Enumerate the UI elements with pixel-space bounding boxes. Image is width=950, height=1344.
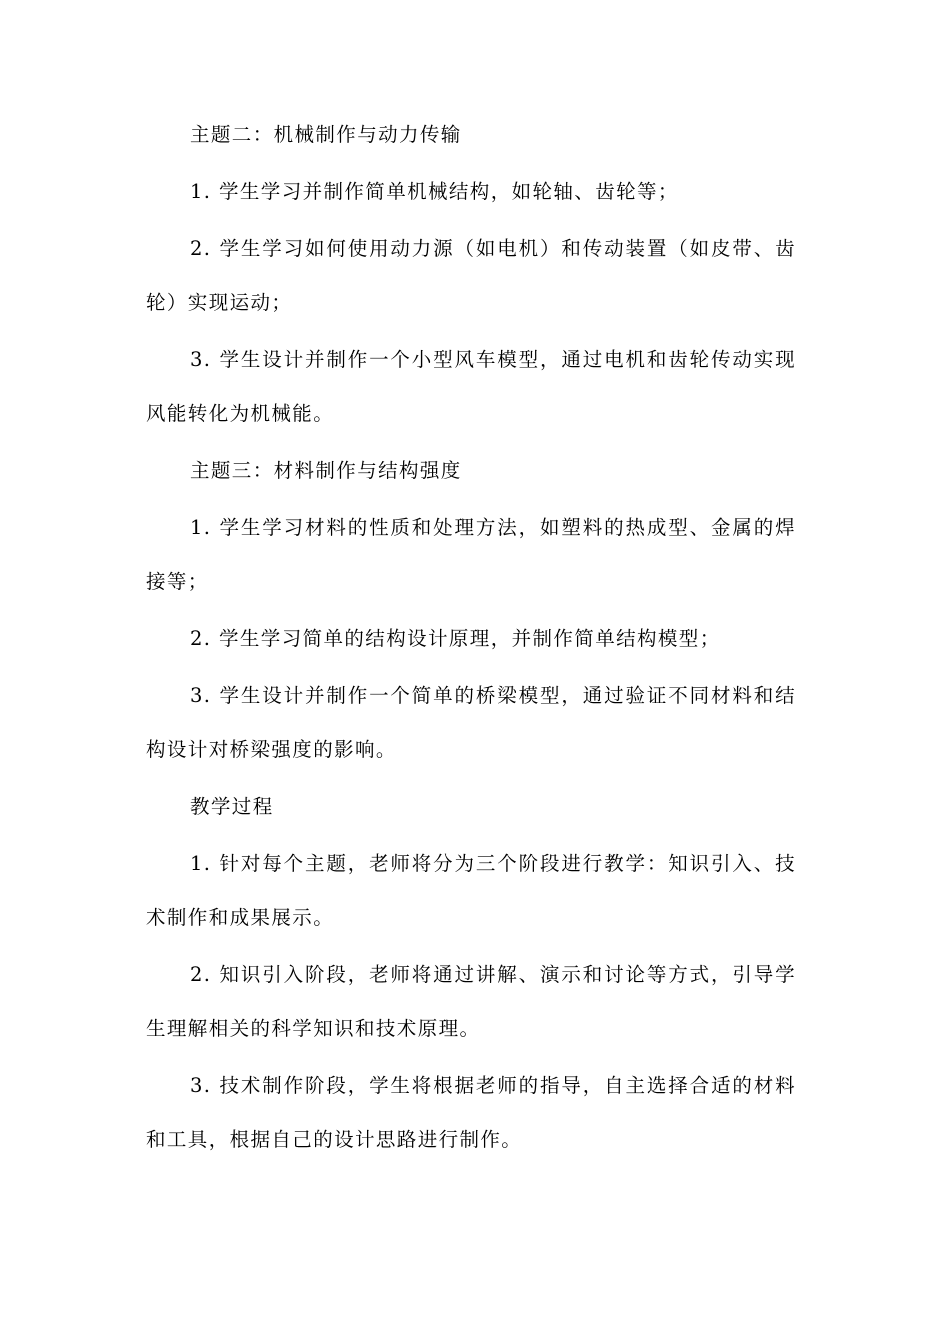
paragraph-process-item-3: 3. 技术制作阶段，学生将根据老师的指导，自主选择合适的材料和工具，根据自己的设计思路进行制作。 (146, 1074, 796, 1151)
heading-theme-three: 主题三：材料制作与结构强度 (190, 459, 462, 482)
paragraph-theme-two-item-2: 2. 学生学习如何使用动力源（如电机）和传动装置（如皮带、齿轮）实现运动； (146, 237, 796, 314)
heading-theme-two: 主题二：机械制作与动力传输 (190, 123, 462, 146)
paragraph-theme-three-item-2: 2. 学生学习简单的结构设计原理，并制作简单结构模型； (190, 627, 721, 650)
paragraph-theme-three-item-1: 1. 学生学习材料的性质和处理方法，如塑料的热成型、金属的焊接等； (146, 516, 796, 593)
paragraph-process-item-2: 2. 知识引入阶段，老师将通过讲解、演示和讨论等方式，引导学生理解相关的科学知识和技术原理。 (146, 963, 796, 1040)
document-page (146, 108, 796, 1167)
paragraph-process-item-1: 1. 针对每个主题，老师将分为三个阶段进行教学：知识引入、技术制作和成果展示。 (146, 852, 796, 929)
paragraph-theme-two-item-3: 3. 学生设计并制作一个小型风车模型，通过电机和齿轮传动实现风能转化为机械能。 (146, 348, 796, 425)
heading-teaching-process: 教学过程 (190, 795, 274, 818)
paragraph-theme-three-item-3: 3. 学生设计并制作一个简单的桥梁模型，通过验证不同材料和结构设计对桥梁强度的影响。 (146, 684, 796, 761)
paragraph-theme-two-item-1: 1. 学生学习并制作简单机械结构，如轮轴、齿轮等； (190, 180, 679, 203)
